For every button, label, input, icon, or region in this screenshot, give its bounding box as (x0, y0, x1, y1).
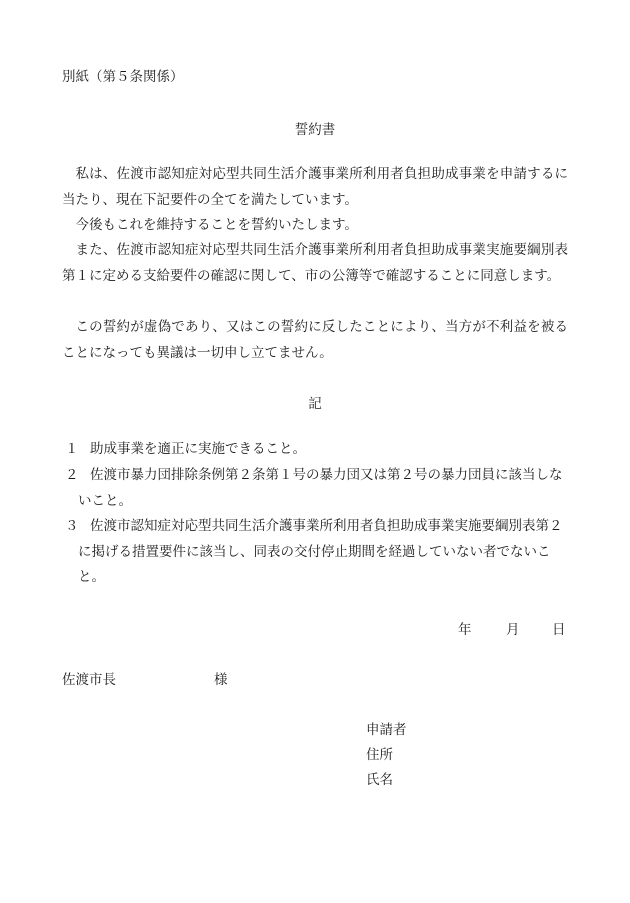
page-title: 誓約書 (294, 122, 336, 138)
paragraph-4: この誓約が虚偽であり、又はこの誓約に反したことにより、当方が不利益を被ることになっても異議は一切申し立てません。 (62, 319, 568, 361)
paragraph-3: また、佐渡市認知症対応型共同生活介護事業所利用者負担助成事業実施要綱別表第１に定める支給要件の確認に関して、市の公簿等で確認することに同意します。 (62, 242, 568, 284)
item-text: 助成事業を適正に実施できること。 (90, 441, 306, 457)
paragraph-2: 今後もこれを維持することを誓約いたします。 (75, 217, 358, 233)
item-number: ２ (65, 467, 79, 483)
date-month: 月 (506, 622, 520, 638)
item-number: １ (65, 441, 79, 457)
ki-heading: 記 (308, 396, 322, 412)
paragraph-1: 私は、佐渡市認知症対応型共同生活介護事業所利用者負担助成事業を申請するに当たり、現在下記要件の全てを満たしています。 (62, 166, 568, 208)
item-text: 佐渡市認知症対応型共同生活介護事業所利用者負担助成事業実施要綱別表第２に掲げる措置要件に該当し、同表の交付停止期間を経過していない者でないこと。 (78, 518, 563, 585)
attachment-label: 別紙（第５条関係） (62, 69, 184, 85)
list-item (62, 514, 568, 591)
item-number: ３ (65, 518, 79, 534)
date-year: 年 (458, 622, 472, 638)
name-label: 氏名 (366, 772, 393, 788)
address-label: 住所 (366, 747, 393, 763)
date-day: 日 (552, 622, 566, 638)
list-item (62, 437, 568, 463)
addressee-honorific: 様 (214, 672, 228, 688)
item-text: 佐渡市暴力団排除条例第２条第１号の暴力団又は第２号の暴力団員に該当しないこと。 (78, 467, 563, 509)
list-item (62, 463, 568, 514)
applicant-label: 申請者 (366, 722, 407, 738)
addressee-name: 佐渡市長 (62, 672, 116, 688)
